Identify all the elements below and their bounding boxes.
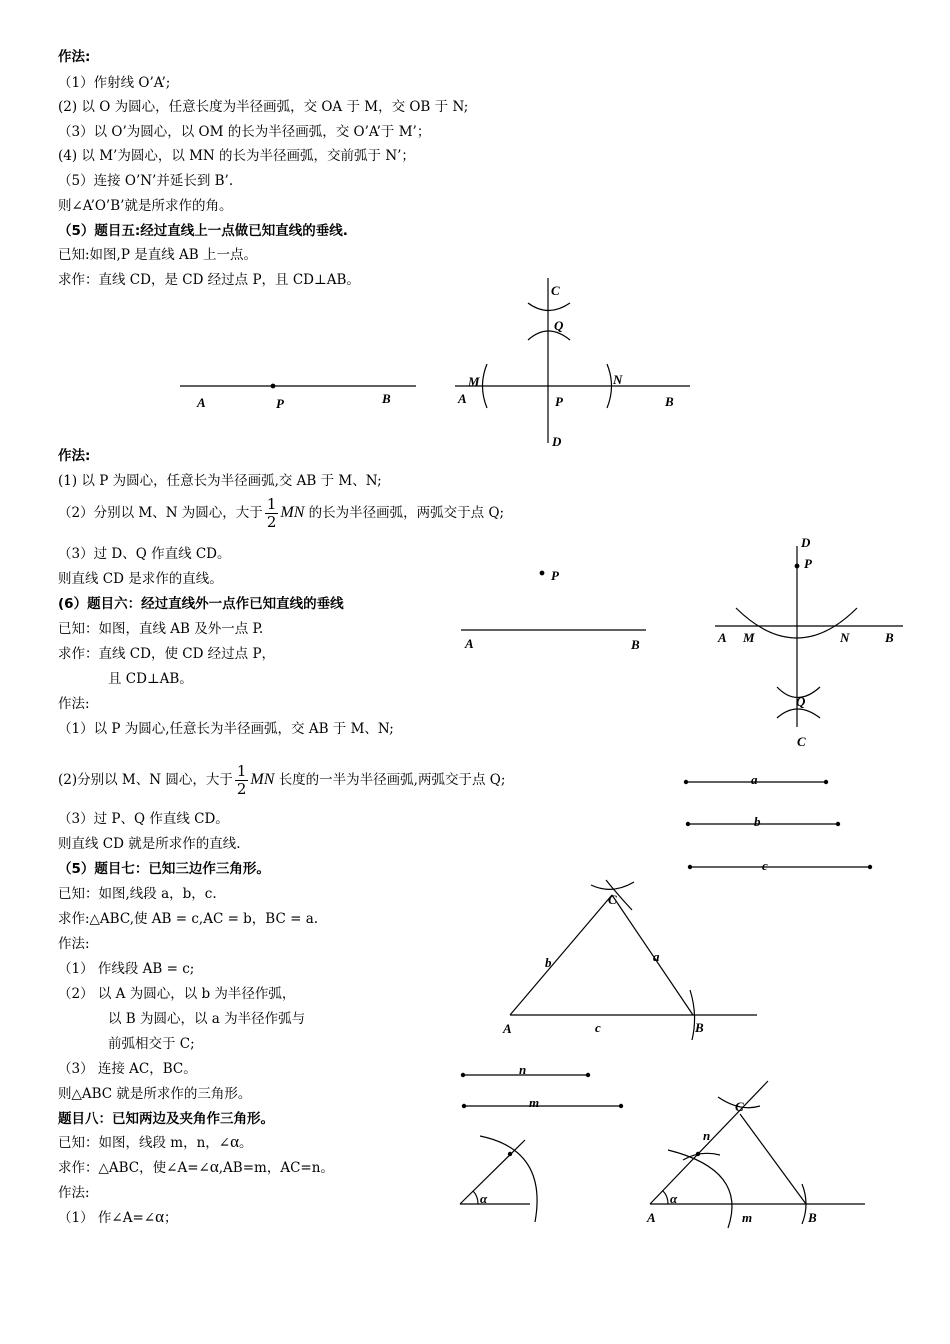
text-line: 已知：如图,线段 a，b，c. [58,886,217,902]
text-line: （1）以 P 为圆心,任意长为半径画弧，交 AB 于 M、N; [58,721,394,737]
text-line: 已知:如图,P 是直线 AB 上一点。 [58,247,257,263]
figure-5-given [180,384,416,388]
fraction-half: $\frac{1}{2}$ [236,762,247,798]
text-line: 求作：直线 CD，是 CD 经过点 P，且 CD⊥AB。 [58,272,360,288]
text-line: （2） 以 A 为圆心，以 b 为半径作弧， [58,986,296,1002]
text-line: 已知：如图，直线 AB 及外一点 P. [58,621,264,637]
label-M: M [468,374,480,389]
label-B: B [885,630,894,645]
text-line: (4) 以 M’为圆心，以 MN 的长为半径画弧，交前弧于 N’； [58,148,415,164]
heading-problem-6: (6）题目六：经过直线外一点作已知直线的垂线 [58,596,344,612]
text-line: 求作：直线 CD，使 CD 经过点 P， [58,646,276,662]
label-A: A [458,391,467,406]
label-A: A [647,1210,656,1225]
text-line: （3）过 D、Q 作直线 CD。 [58,546,231,562]
text-line: （1）作射线 O’A’; [58,75,171,91]
heading-problem-8: 题目八：已知两边及夹角作三角形。 [58,1111,274,1127]
figure-8-triangle [650,1081,865,1228]
text-line: 求作:△ABC,使 AB = c,AC = b，BC = a. [58,911,319,927]
text-line: （1） 作线段 AB = c; [58,961,195,977]
label-A: A [465,636,474,651]
step-with-fraction: （2）分别以 M、N 为圆心，大于 $\frac{1}{2}$ MN 的长为半径画弧，两弧交于点 Q; [58,495,505,531]
label-m: m [742,1210,753,1225]
label-n: n [519,1062,527,1077]
text-line: 以 B 为圆心，以 a 为半径作弧与 [108,1011,306,1027]
given-angle-alpha [460,1136,537,1222]
text-line: 则直线 CD 就是所求作的直线. [58,836,241,852]
heading-method: 作法: [58,49,91,65]
label-B: B [382,391,391,406]
label-A: A [197,395,206,410]
label-N: N [840,630,850,645]
label-P: P [551,568,559,583]
label-D: D [801,535,811,550]
text-line: 则∠A’O’B’就是所求作的角。 [58,198,233,214]
text-line: 则直线 CD 是求作的直线。 [58,571,223,587]
text-line: （3）以 O’为圆心，以 OM 的长为半径画弧，交 O’A’于 M’； [58,124,431,140]
label-alpha: α [670,1191,678,1206]
step-with-fraction: (2)分别以 M、N 圆心，大于 $\frac{1}{2}$ MN 长度的一半为半径画弧,两弧交于点 Q; [58,762,506,798]
text-line-alpha: 已知：如图，线段 m，n，∠α。 [58,1132,253,1151]
text-line: （3）过 P、Q 作直线 CD。 [58,811,229,827]
text-line: 作法: [58,1185,90,1201]
text-line-alpha: （1） 作∠A=∠α； [58,1207,178,1226]
given-segments-nm [461,1073,622,1107]
text-line: 前弧相交于 C; [108,1036,195,1052]
label-n: n [703,1128,711,1143]
text-line: （5）连接 O’N’并延长到 B’. [58,173,234,189]
label-P: P [555,394,563,409]
label-A: A [718,630,727,645]
heading-problem-7: （5）题目七：已知三边作三角形。 [58,861,270,877]
text-line: (1) 以 P 为圆心，任意长为半径画弧,交 AB 于 M、N; [58,473,382,489]
text-line-alpha: 求作：△ABC，使∠A=∠α,AB=m，AC=n。 [58,1157,334,1176]
label-a: a [653,949,660,964]
label-C: C [551,283,560,298]
fraction-half: $\frac{1}{2}$ [266,495,277,531]
label-M: M [743,630,755,645]
heading-method: 作法: [58,448,91,464]
label-N: N [613,372,623,387]
text-line: 作法: [58,936,90,952]
label-C: C [797,734,806,749]
label-Q: Q [554,318,564,333]
label-Q: Q [796,694,806,709]
figure-5-construction [455,278,690,443]
label-B: B [665,394,674,409]
label-D: D [552,434,562,449]
heading-problem-5: （5）题目五:经过直线上一点做已知直线的垂线. [58,223,348,239]
label-b: b [545,955,552,970]
label-a: a [751,772,758,787]
text-line: （3） 连接 AC，BC。 [58,1061,197,1077]
label-P: P [804,556,812,571]
label-P: P [276,396,284,411]
text-line: 作法: [58,696,90,712]
text-line: (2) 以 O 为圆心，任意长度为半径画弧，交 OA 于 M，交 OB 于 N; [58,99,469,115]
label-B: B [695,1020,704,1035]
label-B: B [631,637,640,652]
label-m: m [529,1095,540,1110]
label-A: A [503,1021,512,1036]
label-c: c [595,1020,601,1035]
text-line: 且 CD⊥AB。 [108,671,193,687]
label-C: C [735,1099,744,1114]
text-line: 则△ABC 就是所求作的三角形。 [58,1086,252,1102]
label-b: b [754,814,761,829]
given-segments-abc [684,780,871,868]
label-C: C [608,892,617,907]
label-B: B [808,1210,817,1225]
label-alpha: α [480,1191,488,1206]
label-c: c [762,858,768,873]
